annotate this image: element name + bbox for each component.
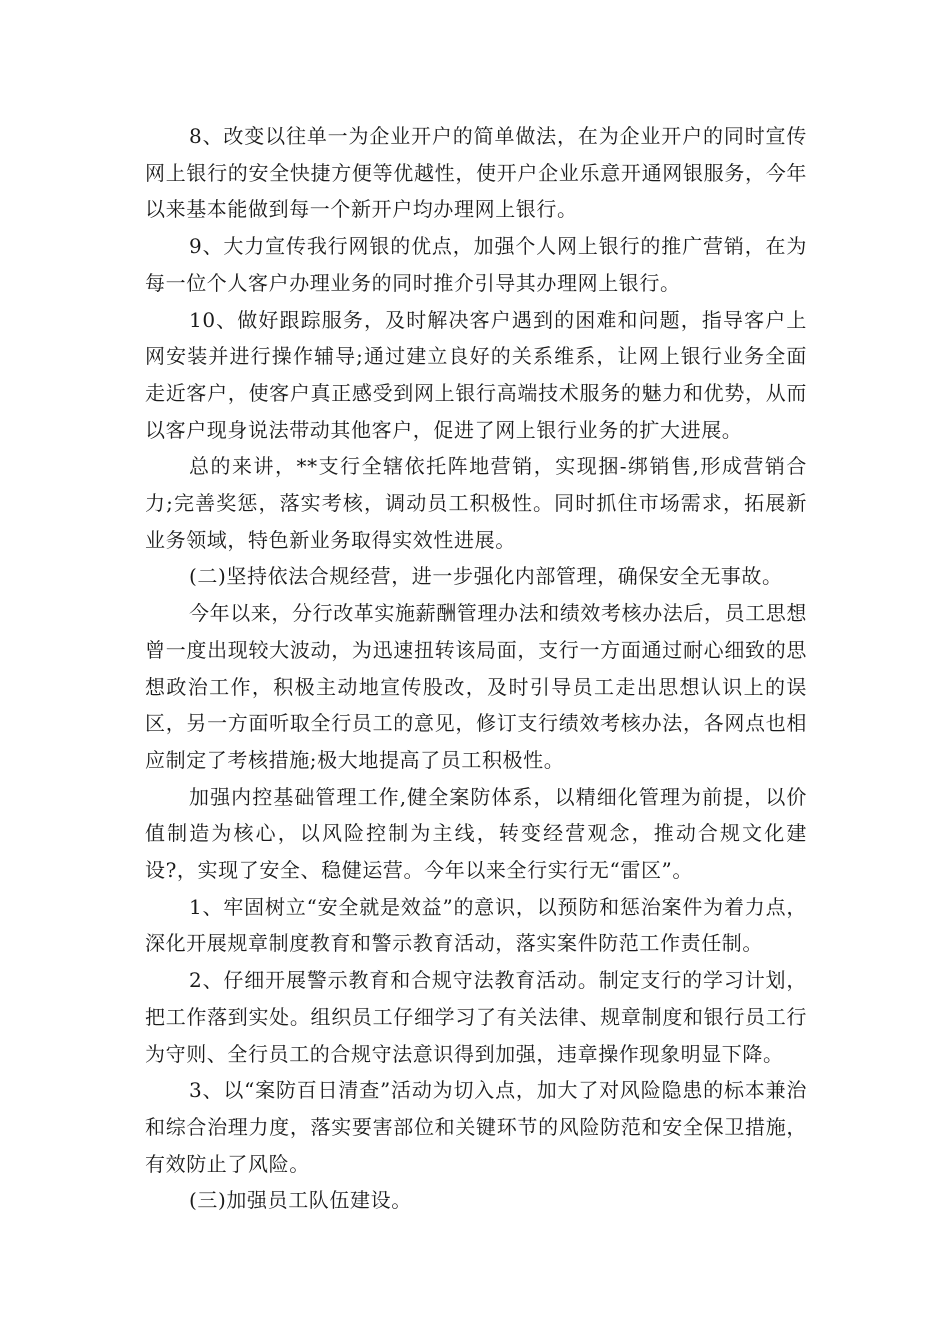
paragraph-item-1: 1、牢固树立“安全就是效益”的意识，以预防和惩治案件为着力点，深化开展规章制度教育和警示教育活动，落实案件防范工作责任制。 xyxy=(145,894,807,956)
paragraph-item-8: 8、改变以往单一为企业开户的简单做法，在为企业开户的同时宣传网上银行的安全快捷方便等优越性，使开户企业乐意开通网银服务，今年以来基本能做到每一个新开户均办理网上银行。 xyxy=(145,124,807,222)
paragraph-internal-control: 加强内控基础管理工作,健全案防体系，以精细化管理为前提，以价值制造为核心，以风险控制为主线，转变经营观念，推动合规文化建设?，实现了安全、稳健运营。今年以来全行实行无“雷区”。 xyxy=(145,784,807,883)
section-heading-3: (三)加强员工队伍建设。 xyxy=(189,1188,412,1213)
paragraph-reform: 今年以来，分行改革实施薪酬管理办法和绩效考核办法后，员工思想曾一度出现较大波动，为迅速扭转该局面，支行一方面通过耐心细致的思想政治工作，积极主动地宣传股改，及时引导员工走出思想认识上的误区，另一方面听取全行员工的意见，修订支行绩效考核办法，各网点也相应制定了考核措施;极大地提高了员工积极性。 xyxy=(145,601,807,772)
paragraph-item-9: 9、大力宣传我行网银的优点，加强个人网上银行的推广营销，在为每一位个人客户办理业务的同时推介引导其办理网上银行。 xyxy=(145,234,807,295)
document-body xyxy=(145,118,807,1219)
paragraph-item-3: 3、以“案防百日清查”活动为切入点，加大了对风险隐患的标本兼治和综合治理力度，落实要害部位和关键环节的风险防范和安全保卫措施，有效防止了风险。 xyxy=(145,1078,807,1176)
section-heading-2: (二)坚持依法合规经营，进一步强化内部管理，确保安全无事故。 xyxy=(189,564,783,589)
paragraph-item-10: 10、做好跟踪服务，及时解决客户遇到的困难和问题，指导客户上网安装并进行操作辅导;通过建立良好的关系维系，让网上银行业务全面走近客户，使客户真正感受到网上银行高端技术服务的魅力和优势，从而以客户现身说法带动其他客户，促进了网上银行业务的扩大进展。 xyxy=(145,307,807,442)
paragraph-item-2: 2、仔细开展警示教育和合规守法教育活动。制定支行的学习计划，把工作落到实处。组织员工仔细学习了有关法律、规章制度和银行员工行为守则、全行员工的合规守法意识得到加强，违章操作现象明显下降。 xyxy=(145,968,807,1066)
paragraph-summary: 总的来讲，**支行全辖依托阵地营销，实现捆-绑销售,形成营销合力;完善奖惩，落实考核，调动员工积极性。同时抓住市场需求，拓展新业务领域，特色新业务取得实效性进展。 xyxy=(145,454,807,552)
